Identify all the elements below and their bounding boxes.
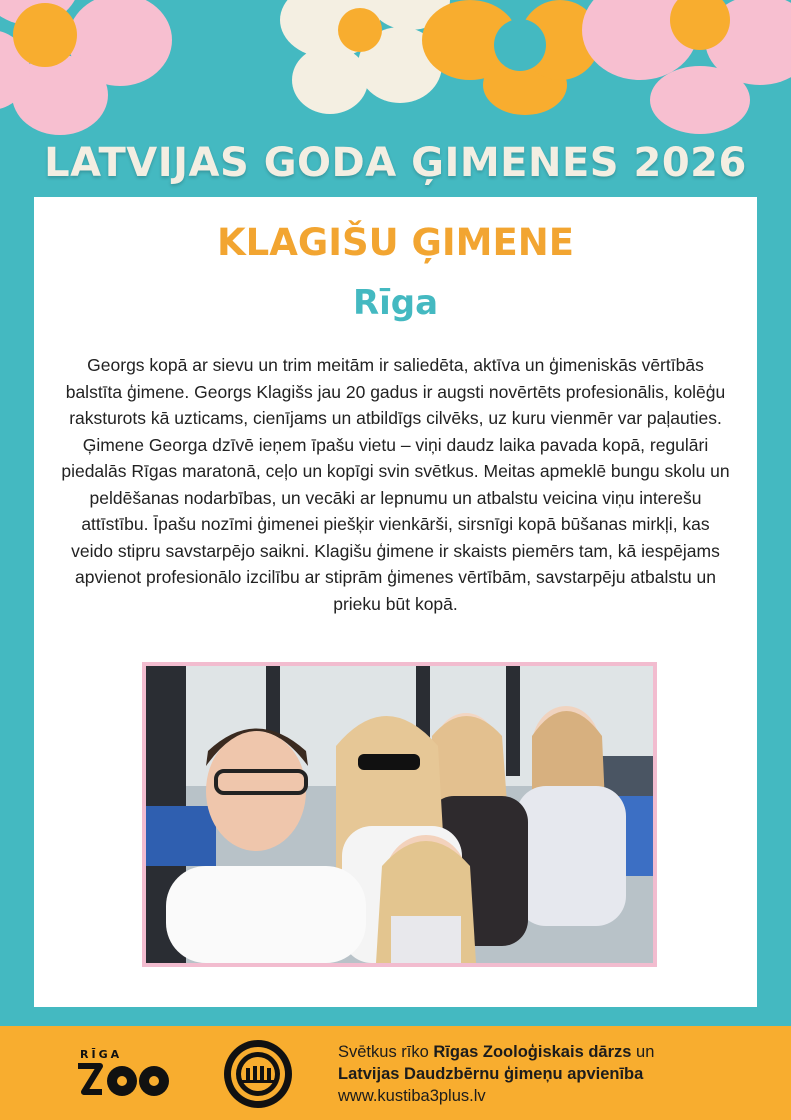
riga-zoo-logo [76, 1048, 186, 1100]
family-city: Rīga [352, 283, 439, 323]
family-story: Georgs kopā ar sievu un trim meitām ir saliedēta, aktīva un ģimeniskās vērtībās balstīta ģimene. Georgs Klagišs jau 20 gadus ir augsti novērtēts profesionālis, kolēģu raksturots kā uzticams, cienījams un atbildīgs cilvēks, uz kuru vienmēr var paļauties. Ģimene Georga dzīvē ieņem īpašu vietu – viņi daudz laika pavada kopā, regulāri piedalās Rīgas maratonā, ceļo un kopīgi svin svētkus. Meitas apmeklē bungu skolu un peldēšanas nodarbības, un vecāki ar lepnumu un atbalstu veicina viņu interešu attīstību. Īpašu nozīmi ģimenei piešķir vienkārši, sirsnīgi kopā būšanas mirkļi, kas veido stipru savstarpējo saikni. Klagišu ģimene ir skaists piemērs tam, kā iespējams apvienot profesionālo izcilību ar stiprām ģimenes vērtībām, savstarpēju atbalstu un prieku būt kopā. [61, 355, 730, 614]
flower-decoration [0, 0, 791, 140]
orange-flower [422, 0, 600, 115]
footer-organizers [338, 1041, 654, 1107]
family-photo-frame [142, 662, 657, 967]
family-name: KLAGIŠU ĢIMENE [216, 221, 575, 264]
page-title: LATVIJAS GODA ĢIMENES 2026 [44, 140, 747, 186]
zoo-logo-wordmark [76, 1062, 186, 1100]
cream-flower [280, 0, 450, 114]
pink-flower-right [582, 0, 791, 134]
pink-flower-left [0, 0, 172, 135]
family-card [34, 197, 757, 1007]
zoo-logo-top-text: RĪGA [80, 1048, 123, 1061]
footer-line-2 [338, 1063, 654, 1085]
footer-line-1-suffix: un [631, 1043, 655, 1061]
family-photo [146, 666, 653, 963]
footer-organizer-zoo: Rīgas Zooloģiskais dārzs [433, 1043, 632, 1061]
footer [0, 1026, 791, 1120]
large-families-association-logo [222, 1038, 294, 1110]
footer-website-link[interactable]: www.kustiba3plus.lv [338, 1087, 486, 1105]
footer-line-1 [338, 1041, 654, 1063]
footer-line-1-prefix: Svētkus rīko [338, 1043, 434, 1061]
footer-organizer-association: Latvijas Daudzbērnu ģimeņu apvienība [338, 1065, 644, 1083]
